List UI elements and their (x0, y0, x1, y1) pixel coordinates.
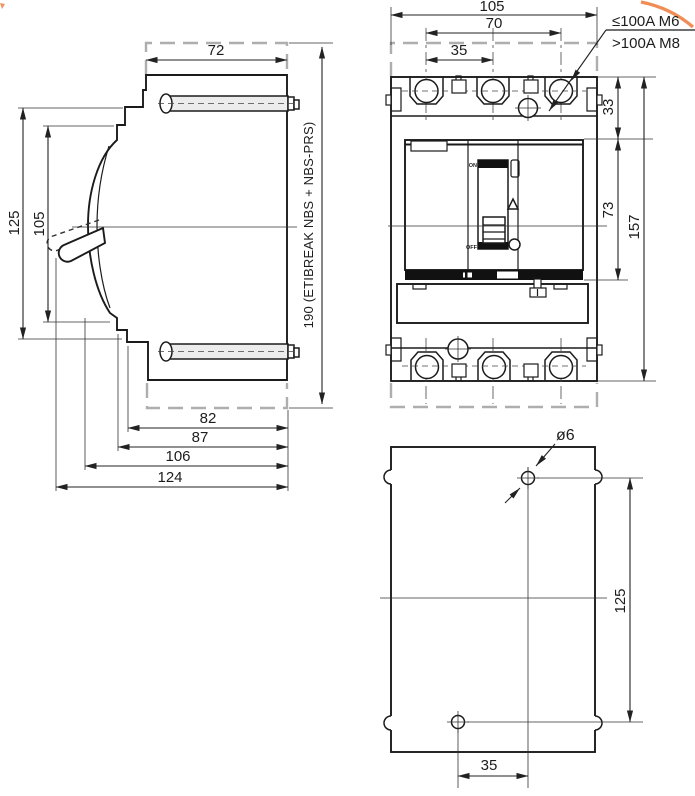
toggle-off-label: OFF (466, 245, 477, 251)
side-view (6, 42, 333, 491)
dim-label-105-front: 105 (479, 0, 505, 15)
front-lower-panel (397, 279, 588, 323)
toggle-on-label: ON (468, 163, 477, 169)
dim-label-82: 82 (199, 410, 217, 427)
toggle-on-bar (478, 160, 508, 168)
side-top-terminal-bolt (158, 94, 299, 113)
terminal-note-line2: >100A M8 (612, 35, 680, 52)
hole-diameter-label: ø6 (556, 427, 575, 444)
front-top-terminal-screws (402, 77, 586, 104)
dim-label-124: 124 (157, 469, 183, 486)
dim-label-190-overall: 190 (ETIBREAK NBS + NBS-PRS) (301, 121, 316, 329)
front-dashed-bottom-outline (391, 383, 597, 407)
mounting-plate-outline (391, 447, 595, 752)
dim-label-87: 87 (191, 429, 209, 446)
dim-label-73: 73 (600, 201, 617, 219)
side-bottom-terminal-bolt (158, 342, 299, 361)
front-view (386, 0, 695, 407)
dim-label-70: 70 (485, 15, 503, 32)
dim-label-106: 106 (165, 448, 191, 465)
dim-label-125: 125 (6, 210, 23, 236)
dim-label-33: 33 (600, 98, 617, 116)
front-dashed-top-outline (391, 43, 597, 77)
dim-label-72: 72 (207, 42, 225, 59)
front-rating-strip (405, 270, 583, 280)
front-bottom-terminal-screws (402, 352, 586, 380)
mounting-view (380, 427, 643, 788)
dim-label-125-mounting: 125 (612, 588, 629, 614)
front-label-recess (411, 141, 447, 151)
terminal-note-line1: ≤100A M6 (612, 13, 680, 30)
logo-speck-decoration (0, 3, 5, 9)
front-plug-clip (534, 279, 541, 288)
side-dashed-bottom-outline (147, 383, 287, 408)
push-to-trip-circle-icon (509, 239, 520, 250)
dim-label-35-front: 35 (450, 42, 468, 59)
dim-label-105-side: 105 (31, 211, 48, 237)
dim-label-157: 157 (626, 214, 643, 240)
dim-label-35-mounting: 35 (480, 757, 498, 774)
